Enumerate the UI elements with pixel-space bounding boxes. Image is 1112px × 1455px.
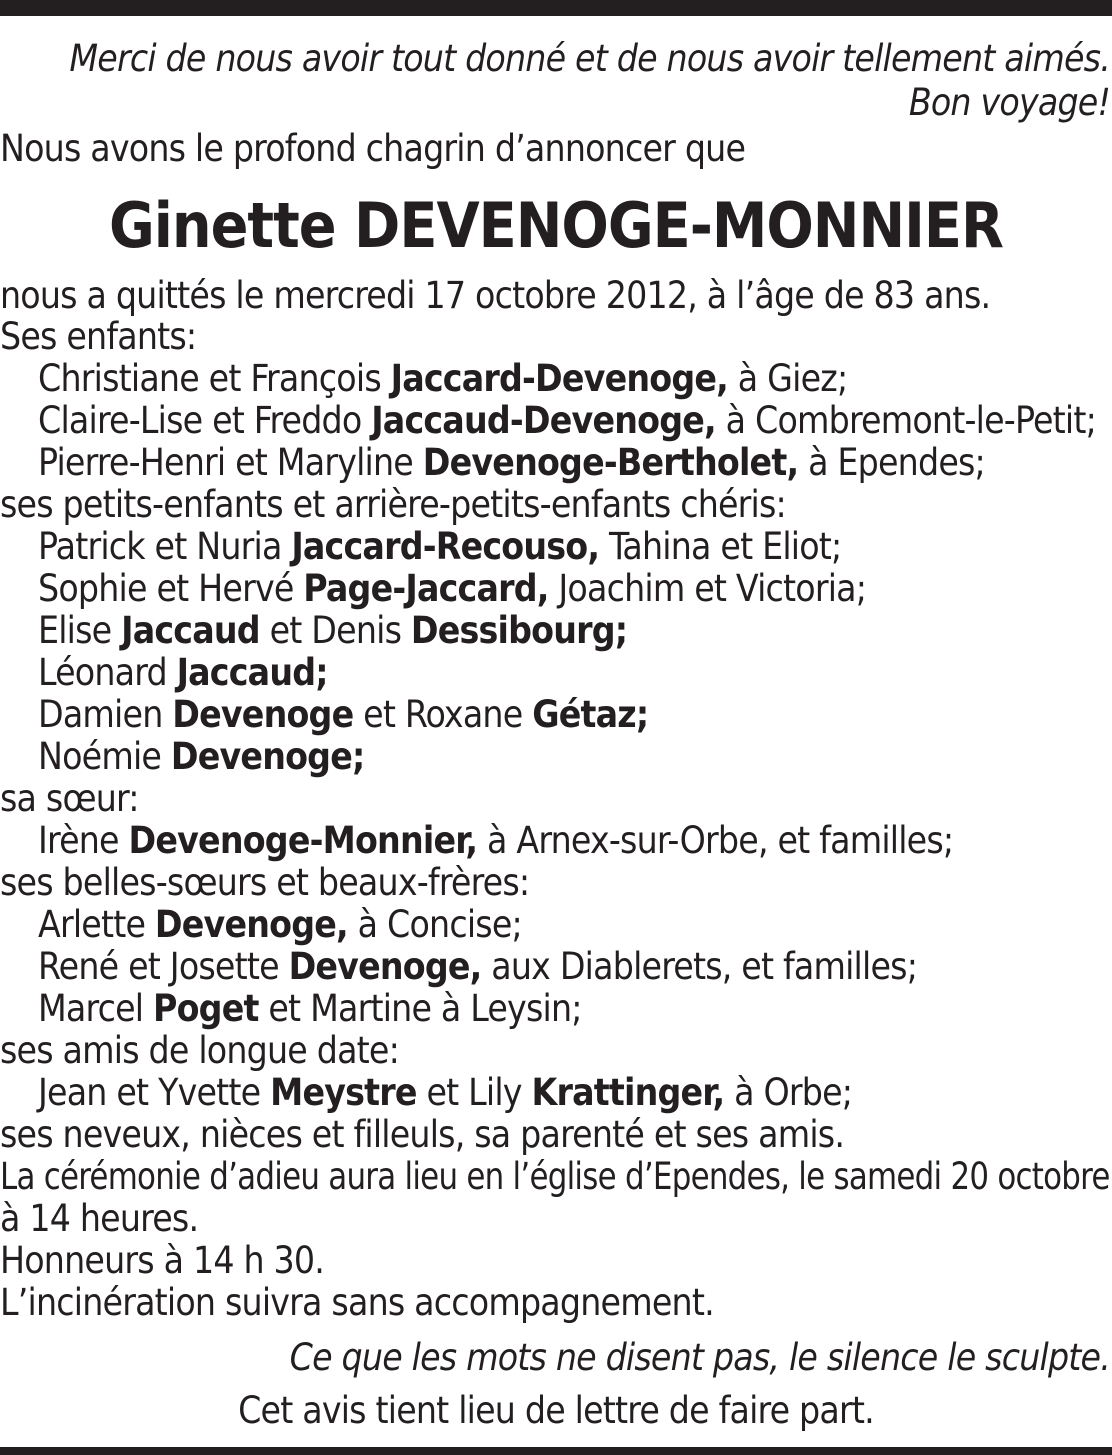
grandchild-entry: Patrick et Nuria Jaccard-Recouso, Tahina et Eliot; — [38, 525, 842, 568]
in-law-entry: Marcel Poget et Martine à Leysin; — [38, 987, 582, 1030]
others-text: ses neveux, nièces et filleuls, sa parenté et ses amis. — [0, 1113, 845, 1156]
children-heading: Ses enfants: — [0, 315, 197, 358]
cremation-text: L’incinération suivra sans accompagnement. — [0, 1281, 714, 1324]
in-laws-heading: ses belles-sœurs et beaux-frères: — [0, 861, 530, 904]
sister-entry: Irène Devenoge-Monnier, à Arnex-sur-Orbe, et familles; — [38, 819, 954, 862]
deceased-name: Ginette DEVENOGE-MONNIER — [109, 189, 1003, 262]
friend-entry: Jean et Yvette Meystre et Lily Krattinger, à Orbe; — [38, 1071, 853, 1114]
in-law-entry: Arlette Devenoge, à Concise; — [38, 903, 522, 946]
grandchildren-heading: ses petits-enfants et arrière-petits-enfants chéris: — [0, 483, 786, 526]
in-law-entry: René et Josette Devenoge, aux Diablerets, et familles; — [38, 945, 918, 988]
sister-heading: sa sœur: — [0, 777, 139, 820]
child-entry: Christiane et François Jaccard-Devenoge, à Giez; — [38, 357, 848, 400]
grandchild-entry: Noémie Devenoge; — [38, 735, 365, 778]
grandchild-entry: Léonard Jaccaud; — [38, 651, 328, 694]
ceremony-line-1: La cérémonie d’adieu aura lieu en l’église d’Ependes, le samedi 20 octobre — [0, 1155, 1110, 1198]
bottom-rule — [0, 1447, 1112, 1455]
grandchild-entry: Sophie et Hervé Page-Jaccard, Joachim et Victoria; — [38, 567, 867, 610]
grandchild-entry: Elise Jaccaud et Denis Dessibourg; — [38, 609, 628, 652]
epigraph-line-2: Bon voyage! — [908, 81, 1110, 124]
epigraph-line-1: Merci de nous avoir tout donné et de nous avoir tellement aimés. — [69, 37, 1110, 80]
honors-text: Honneurs à 14 h 30. — [0, 1239, 325, 1282]
child-entry: Pierre-Henri et Maryline Devenoge-Bertholet, à Ependes; — [38, 441, 985, 484]
top-rule — [0, 0, 1112, 16]
grandchild-entry: Damien Devenoge et Roxane Gétaz; — [38, 693, 649, 736]
closing-note: Cet avis tient lieu de lettre de faire part. — [238, 1389, 874, 1432]
death-notice: nous a quittés le mercredi 17 octobre 2012, à l’âge de 83 ans. — [0, 274, 991, 317]
ceremony-line-2: à 14 heures. — [0, 1197, 199, 1240]
child-entry: Claire-Lise et Freddo Jaccaud-Devenoge, à Combremont-le-Petit; — [38, 399, 1097, 442]
closing-quote: Ce que les mots ne disent pas, le silence le sculpte. — [289, 1336, 1110, 1379]
intro-text: Nous avons le profond chagrin d’annoncer que — [0, 127, 746, 170]
friends-heading: ses amis de longue date: — [0, 1029, 400, 1072]
